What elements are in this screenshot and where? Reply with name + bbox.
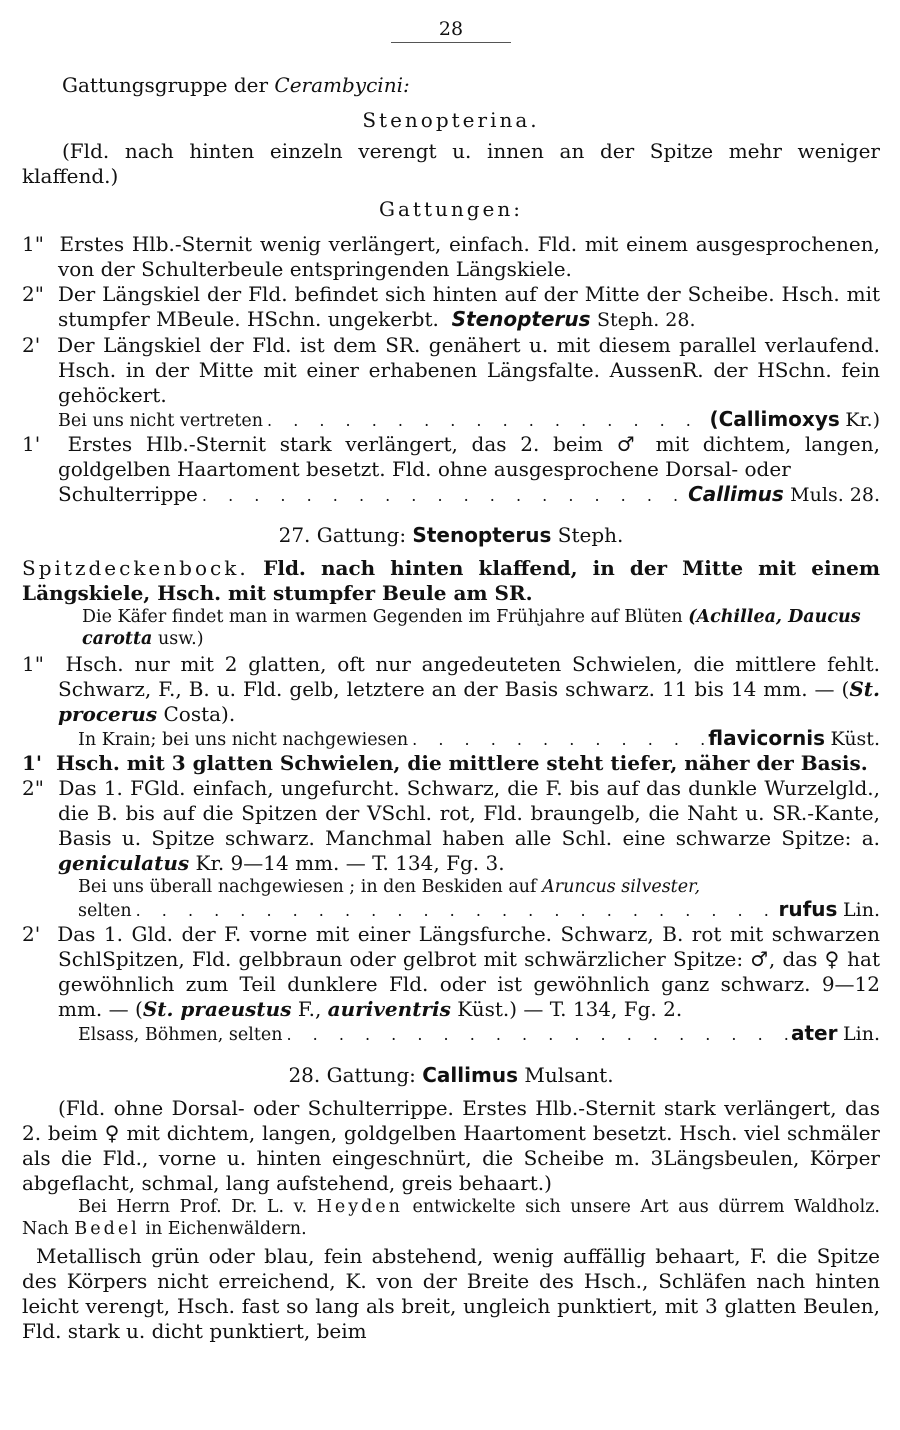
species-flavicornis: In Krain; bei uns nicht nachgewiesen . . . flavicornis Küst. [22, 727, 880, 751]
key-couplet-3-distribution: Bei uns nicht vertreten . . . (Callimoxys Kr.) [22, 408, 880, 432]
key-couplet-1: 1" Erstes Hlb.-Sternit wenig verlängert, einfach. Fld. mit einem ausgesprochenen, von der Schulterbeule entspringenden Längskiele. [22, 232, 880, 281]
genus-name: Stenopterus [451, 307, 591, 331]
key-couplet-2: 2" Der Längskiel der Fld. befindet sich hinten auf der Mitte der Scheibe. Hsch. mit stumpfer MBeule. HSchn. ungekerbt. Stenopterus Steph. 28. [22, 282, 881, 331]
species-couplet-2: 1' Hsch. mit 3 glatten Schwielen, die mittlere steht tiefer, näher der Basis. [22, 751, 868, 775]
page [22, 18, 880, 1344]
species-couplet-1: 1" Hsch. nur mit 2 glatten, oft nur angedeuteten Schwielen, die mittlere fehlt. Schwarz, F., B. u. Fld. gelb, letztere an der Basis schwarz. 11 bis 14 mm. — (St. procerus Costa). [22, 652, 880, 726]
species-rufus: selten . . . rufus Lin. [22, 898, 880, 922]
key-couplet-4-result: Schulterrippe . . . Callimus Muls. 28. [22, 482, 880, 508]
species-rufus-distribution: Bei uns überall nachgewiesen ; in den Beskiden auf Aruncus silvester, [78, 877, 701, 897]
genus-28-description: (Fld. ohne Dorsal- oder Schulterrippe. Erstes Hlb.-Sternit stark verlängert, das 2. beim ♀ mit dichtem, langen, goldgelben Haartoment besetzt. Hsch. viel schmäler als die Fld., vorne u. hinten eingeschnürt, die Scheibe m. 3Längsbeulen, Körper abgeflacht, schmal, lang aufstehend, greis behaart.) [22, 1096, 880, 1195]
key-couplet-3: 2' Der Längskiel der Fld. ist dem SR. genähert u. mit diesem parallel verlaufend. Hsch. in der Mitte mit einer erhabenen Längsfalte. AussenR. der HSchn. fein gehöckert. [22, 333, 881, 407]
species-couplet-4: 2' Das 1. Gld. der F. vorne mit einer Längsfurche. Schwarz, B. rot mit schwarzen SchlSpitzen, Fld. gelbbraun oder gelbrot mit schwärzlicher Spitze: ♂, das ♀ hat gewöhnlich zum Teil dunklere Fld. oder ist gewöhnlich ganz schwarz. 9—12 mm. — (St. praeustus F., auriventris Küst.) — T. 134, Fg. 2. [22, 922, 880, 1021]
species-ater: Elsass, Böhmen, selten . . . ater Lin. [22, 1022, 880, 1046]
genus-27-note: Die Käfer findet man in warmen Gegenden im Frühjahre auf Blüten (Achillea, Daucus carotta usw.) [82, 607, 861, 649]
group-title: Gattungsgruppe der Cerambycini: [62, 73, 410, 97]
genus-27-description: Spitzdeckenbock. Fld. nach hinten klaffend, in der Mitte mit einem Längskiele, Hsch. mit stumpfer Beule am SR. [22, 556, 880, 605]
subtribe-heading: Stenopterina. [362, 108, 540, 132]
genera-heading: Gattungen: [379, 197, 523, 221]
genus-28-heading: 28. Gattung: Callimus Mulsant. [288, 1063, 614, 1087]
header-rule [391, 42, 511, 43]
genus-28-body: Metallisch grün oder blau, fein abstehend, wenig auffällig behaart, F. die Spitze des Körpers nicht erreichend, K. von der Breite des Hsch., Schläfen nach hinten leicht verengt, Hsch. fast so lang als breit, ungleich punktiert, mit 3 glatten Beulen, Fld. stark u. dicht punktiert, beim [22, 1244, 880, 1343]
genus-27-heading: 27. Gattung: Stenopterus Steph. [278, 523, 624, 547]
subtribe-note: (Fld. nach hinten einzeln verengt u. innen an der Spitze mehr weniger klaffend.) [22, 139, 880, 188]
key-couplet-4: 1' Erstes Hlb.-Sternit stark verlängert, das 2. beim ♂ mit dichtem, langen, goldgelben Haartoment besetzt. Fld. ohne ausgesprochene Dorsal- oder [22, 432, 880, 481]
genus-28-note: Bei Herrn Prof. Dr. L. v. Heyden entwickelte sich unsere Art aus dürrem Waldholz. Nach Bedel in Eichenwäldern. [22, 1197, 880, 1239]
page-number: 28 [438, 18, 464, 40]
species-couplet-3: 2" Das 1. FGld. einfach, ungefurcht. Schwarz, die F. bis auf das dunkle Wurzelgld., die B. bis auf die Spitzen der VSchl. rot, Fld. braungelb, die Naht u. SR.-Kante, Basis u. Spitze schwarz. Manchmal haben alle Schl. eine schwarze Spitze: a. geniculatus Kr. 9—14 mm. — T. 134, Fg. 3. [22, 776, 880, 875]
